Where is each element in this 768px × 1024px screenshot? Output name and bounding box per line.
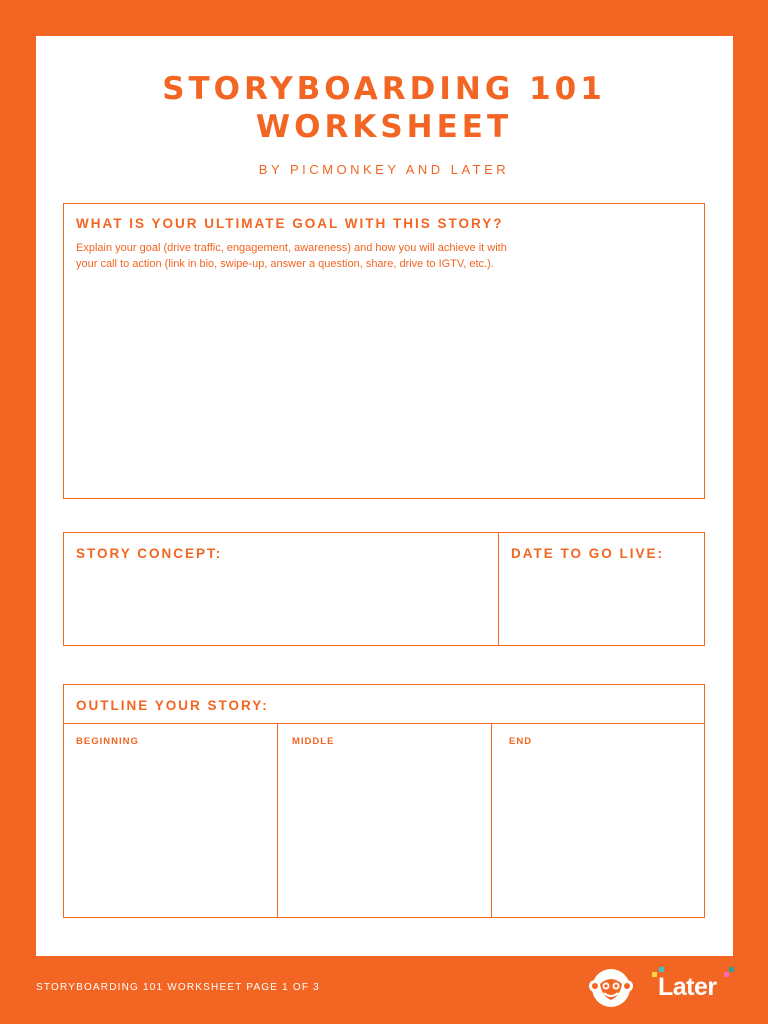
footer-text: STORYBOARDING 101 WORKSHEET PAGE 1 OF 3	[36, 982, 320, 993]
column-divider	[491, 723, 492, 917]
logo-square	[652, 972, 657, 977]
goal-description-line-2: your call to action (link in bio, swipe-up, answer a question, share, drive to IGTV, etc.).	[76, 258, 494, 270]
goal-label: WHAT IS YOUR ULTIMATE GOAL WITH THIS STORY?	[76, 216, 504, 231]
column-label-beginning: BEGINNING	[76, 736, 139, 747]
concept-divider	[498, 533, 499, 645]
goal-description-line-1: Explain your goal (drive traffic, engagement, awareness) and how you will achieve it with	[76, 242, 507, 254]
column-label-middle: MIDDLE	[292, 736, 335, 747]
concept-box	[63, 532, 705, 646]
page-subtitle: BY PICMONKEY AND LATER	[258, 162, 510, 177]
goal-description	[76, 240, 616, 272]
column-divider	[277, 723, 278, 917]
outline-header-divider	[64, 723, 704, 724]
later-logo	[652, 970, 736, 1006]
outline-label: OUTLINE YOUR STORY:	[76, 698, 269, 713]
page-title	[0, 70, 768, 146]
title-line-2: WORKSHEET	[255, 109, 513, 145]
story-concept-label: STORY CONCEPT:	[76, 546, 223, 561]
logo-square	[729, 967, 734, 972]
logo-square	[724, 972, 729, 977]
later-wordmark: Later	[658, 973, 717, 1001]
date-to-go-live-label: DATE TO GO LIVE:	[511, 546, 665, 561]
title-line-1: STORYBOARDING 101	[162, 71, 606, 107]
picmonkey-logo	[587, 966, 635, 1010]
goal-box[interactable]	[63, 203, 705, 499]
logo-square	[659, 967, 664, 972]
column-label-end: END	[509, 736, 533, 747]
outline-box	[63, 684, 705, 918]
